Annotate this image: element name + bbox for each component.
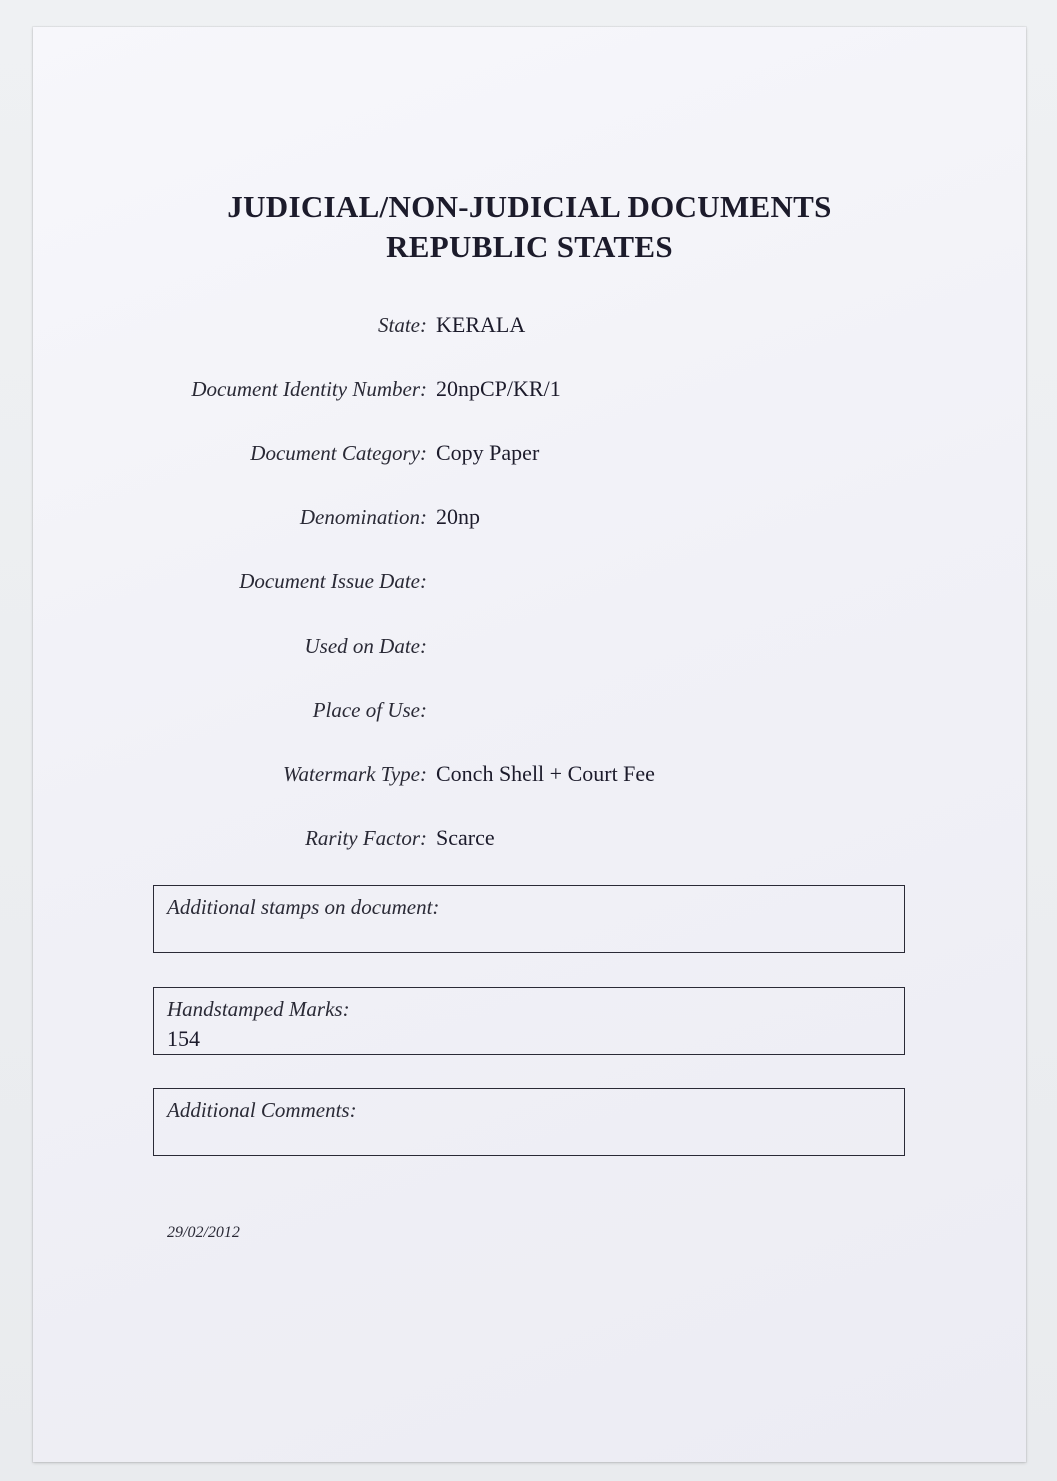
field-document-category-label: Document Category: bbox=[250, 441, 427, 465]
field-denomination-label: Denomination: bbox=[299, 505, 427, 529]
field-document-issue-date bbox=[33, 569, 1026, 599]
field-document-category bbox=[33, 441, 1026, 471]
box-additional-stamps-label: Additional stamps on document: bbox=[167, 895, 440, 919]
document-title: JUDICIAL/NON-JUDICIAL DOCUMENTS bbox=[227, 189, 832, 224]
field-watermark-type-label: Watermark Type: bbox=[282, 762, 427, 786]
box-handstamped-marks-value: 154 bbox=[167, 1026, 200, 1051]
field-watermark-type bbox=[33, 762, 1026, 792]
field-state bbox=[33, 313, 1026, 343]
field-used-on-date bbox=[33, 634, 1026, 664]
field-denomination-value: 20np bbox=[436, 504, 480, 529]
box-additional-stamps bbox=[153, 885, 905, 953]
field-place-of-use bbox=[33, 698, 1026, 728]
field-rarity-factor-value: Scarce bbox=[436, 825, 495, 850]
document-sheet bbox=[33, 27, 1026, 1462]
box-additional-comments-label: Additional Comments: bbox=[167, 1098, 357, 1122]
field-document-identity-number bbox=[33, 377, 1026, 407]
box-handstamped-marks bbox=[153, 987, 905, 1055]
field-document-issue-date-label: Document Issue Date: bbox=[239, 569, 427, 593]
field-rarity-factor-label: Rarity Factor: bbox=[305, 826, 427, 850]
field-watermark-type-value: Conch Shell + Court Fee bbox=[436, 761, 655, 786]
field-rarity-factor bbox=[33, 826, 1026, 856]
field-state-label: State: bbox=[378, 313, 427, 337]
field-used-on-date-label: Used on Date: bbox=[304, 634, 427, 658]
field-place-of-use-label: Place of Use: bbox=[312, 698, 427, 722]
field-state-value: KERALA bbox=[436, 312, 526, 337]
field-document-category-value: Copy Paper bbox=[436, 440, 540, 465]
field-document-identity-number-label: Document Identity Number: bbox=[191, 377, 427, 401]
box-handstamped-marks-label: Handstamped Marks: bbox=[167, 997, 350, 1021]
footer-date: 29/02/2012 bbox=[167, 1224, 240, 1241]
field-denomination bbox=[33, 505, 1026, 535]
document-subtitle: REPUBLIC STATES bbox=[386, 229, 673, 264]
field-document-identity-number-value: 20npCP/KR/1 bbox=[436, 376, 561, 401]
box-additional-comments bbox=[153, 1088, 905, 1156]
